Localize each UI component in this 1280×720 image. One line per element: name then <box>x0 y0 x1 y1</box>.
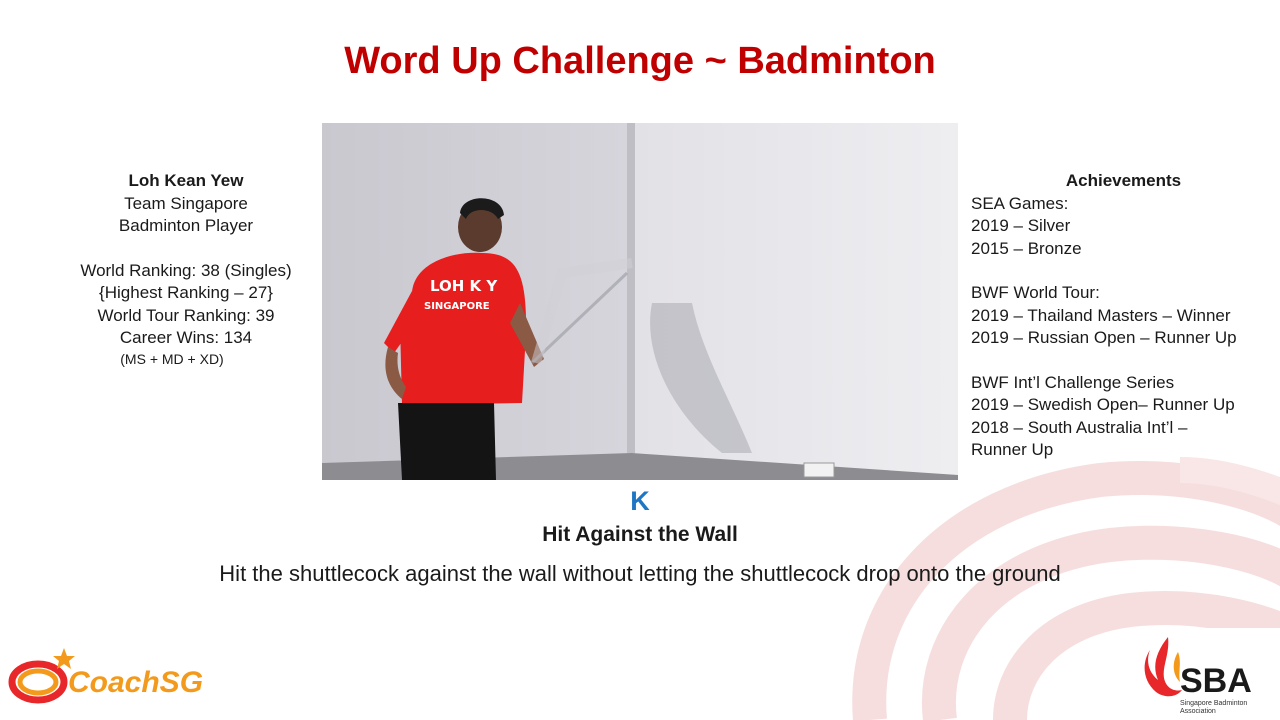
bwf-tour-label: BWF World Tour: <box>971 283 1100 302</box>
highest-ranking: {Highest Ranking – 27} <box>99 283 273 302</box>
sea-games-label: SEA Games: <box>971 193 1069 213</box>
drill-name: Hit Against the Wall <box>542 523 738 546</box>
sea-games-item: 2015 – Bronze <box>971 238 1082 258</box>
sba-wordmark: SBA <box>1180 662 1252 700</box>
sea-games-item: 2019 – Silver <box>971 216 1071 235</box>
challenge-item: 2018 – South Australia Int’l – <box>971 417 1188 437</box>
coachsg-swoosh-icon <box>6 642 76 712</box>
bwf-tour-item: 2019 – Russian Open – Runner Up <box>971 328 1237 347</box>
slide-title: Word Up Challenge ~ Badminton <box>344 40 936 82</box>
coachsg-logo <box>6 642 216 712</box>
drill-description: Hit the shuttlecock against the wall without letting the shuttlecock drop onto the ground <box>219 561 1061 586</box>
achievements <box>971 170 1276 462</box>
achievements-heading: Achievements <box>1065 171 1182 190</box>
player-team: Team Singapore <box>124 193 248 213</box>
jersey-name: LOH K Y <box>430 277 498 295</box>
career-wins-note: (MS + MD + XD) <box>120 350 224 367</box>
challenge-item: 2019 – Swedish Open– Runner Up <box>971 395 1235 414</box>
challenge-item: Runner Up <box>971 440 1054 459</box>
coachsg-wordmark: CoachSG <box>68 666 204 699</box>
sba-full-name: Singapore Badminton Association <box>1180 700 1248 715</box>
jersey-country: SINGAPORE <box>424 301 490 312</box>
player-info <box>40 170 332 368</box>
sba-logo <box>1132 628 1280 720</box>
player-photo <box>322 123 958 480</box>
bwf-tour-item: 2019 – Thailand Masters – Winner <box>971 305 1231 325</box>
world-tour-ranking: World Tour Ranking: 39 <box>97 305 275 325</box>
player-role: Badminton Player <box>118 216 254 235</box>
career-wins: Career Wins: 134 <box>119 328 253 347</box>
world-ranking: World Ranking: 38 (Singles) <box>80 260 292 280</box>
player-name: Loh Kean Yew <box>128 171 244 190</box>
challenge-label: BWF Int’l Challenge Series <box>971 372 1175 392</box>
drill-letter: K <box>630 486 650 516</box>
